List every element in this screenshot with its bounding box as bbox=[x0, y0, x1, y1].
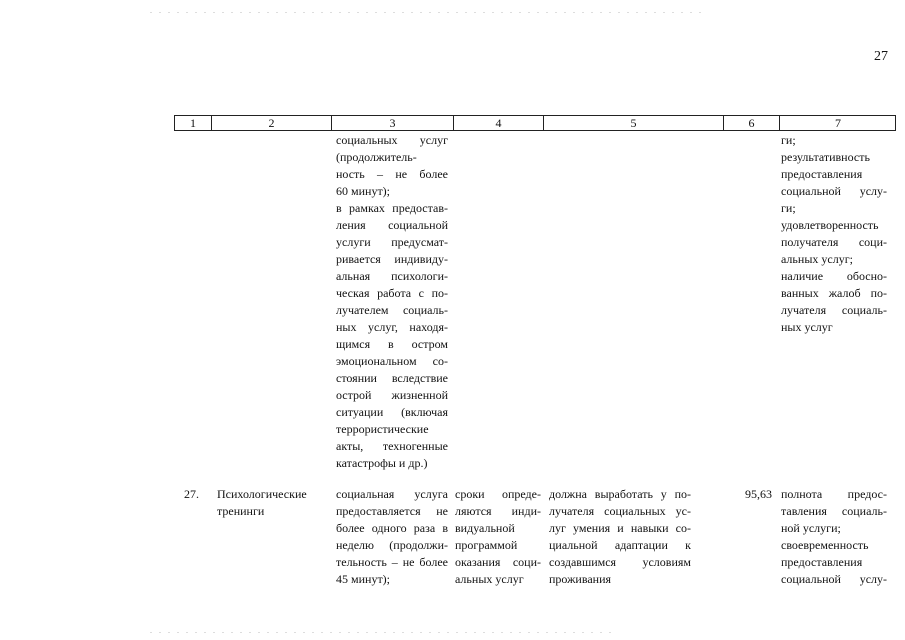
text-line: ческая работа с по- bbox=[336, 286, 448, 300]
header-col-6: 6 bbox=[724, 116, 780, 130]
header-col-3: 3 bbox=[332, 116, 454, 130]
text-line: (продолжитель- bbox=[336, 150, 417, 164]
text-line: ления социальной bbox=[336, 218, 448, 232]
text-line: тренинги bbox=[217, 504, 265, 518]
row-27-col7-cell bbox=[781, 486, 887, 588]
text-line: должна выработать у по- bbox=[549, 487, 691, 501]
page-number: 27 bbox=[874, 49, 888, 64]
text-line: своевременность bbox=[781, 538, 869, 552]
header-col-1: 1 bbox=[175, 116, 212, 130]
scan-noise-top bbox=[150, 12, 705, 13]
row-27-col4-cell bbox=[455, 486, 541, 588]
text-line: 60 минут); bbox=[336, 184, 391, 198]
text-line: предоставления bbox=[781, 555, 863, 569]
continuation-col7-cell bbox=[781, 132, 887, 336]
text-line: проживания bbox=[549, 572, 612, 586]
header-col-2: 2 bbox=[212, 116, 332, 130]
text-line: катастрофы и др.) bbox=[336, 456, 428, 470]
text-line: предоставления bbox=[781, 167, 863, 181]
text-line: полнота предос- bbox=[781, 487, 887, 501]
continuation-col3-cell bbox=[336, 132, 448, 472]
text-line: террористические bbox=[336, 422, 429, 436]
text-line: щимся в остром bbox=[336, 337, 448, 351]
text-line: результативность bbox=[781, 150, 870, 164]
row-27-col5-cell bbox=[549, 486, 691, 588]
text-line: получателя соци- bbox=[781, 235, 887, 249]
text-line: более одного раза в bbox=[336, 521, 448, 535]
text-line: акты, техногенные bbox=[336, 439, 448, 453]
text-line: ляются инди- bbox=[455, 504, 541, 518]
row-27-col6-value: 95,63 bbox=[745, 487, 772, 501]
text-line: лучателя социальных ус- bbox=[549, 504, 691, 518]
text-line: ных услуг, находя- bbox=[336, 320, 448, 334]
text-line: ситуации (включая bbox=[336, 405, 448, 419]
text-line: сроки опреде- bbox=[455, 487, 541, 501]
text-line: создавшимся условиям bbox=[549, 555, 691, 569]
text-line: циальной адаптации к bbox=[549, 538, 691, 552]
text-line: тавления социаль- bbox=[781, 504, 887, 518]
text-line: альных услуг bbox=[455, 572, 524, 586]
text-line: программой bbox=[455, 538, 518, 552]
text-line: ривается индивиду- bbox=[336, 252, 448, 266]
table-header-row bbox=[174, 115, 896, 131]
row-27-number: 27. bbox=[184, 487, 199, 501]
text-line: ность – не более bbox=[336, 167, 448, 181]
text-line: альная психологи- bbox=[336, 269, 448, 283]
text-line: видуальной bbox=[455, 521, 515, 535]
text-line: луг умения и навыки со- bbox=[549, 521, 691, 535]
text-line: социальных услуг bbox=[336, 133, 448, 147]
text-line: услуги предусмат- bbox=[336, 235, 448, 249]
scan-noise-bottom bbox=[150, 632, 615, 633]
header-col-7: 7 bbox=[835, 116, 841, 130]
text-line: предоставляется не bbox=[336, 504, 448, 518]
text-line: ных услуг bbox=[781, 320, 833, 334]
text-line: оказания соци- bbox=[455, 555, 541, 569]
header-col-5: 5 bbox=[544, 116, 724, 130]
text-line: ванных жалоб по- bbox=[781, 286, 887, 300]
text-line: ги; bbox=[781, 201, 796, 215]
text-line: лучателя социаль- bbox=[781, 303, 887, 317]
header-col-4: 4 bbox=[454, 116, 544, 130]
text-line: стоянии вследствие bbox=[336, 371, 448, 385]
text-line: неделю (продолжи- bbox=[336, 538, 448, 552]
text-line: удовлетворенность bbox=[781, 218, 879, 232]
text-line: эмоциональном со- bbox=[336, 354, 448, 368]
text-line: острой жизненной bbox=[336, 388, 448, 402]
text-line: альных услуг; bbox=[781, 252, 853, 266]
row-27-col3-cell bbox=[336, 486, 448, 588]
text-line: социальной услу- bbox=[781, 184, 887, 198]
text-line: тельность – не более bbox=[336, 555, 448, 569]
text-line: социальной услу- bbox=[781, 572, 887, 586]
text-line: 45 минут); bbox=[336, 572, 391, 586]
text-line: наличие обосно- bbox=[781, 269, 887, 283]
text-line: ной услуги; bbox=[781, 521, 841, 535]
text-line: Психологические bbox=[217, 487, 307, 501]
text-line: в рамках предостав- bbox=[336, 201, 448, 215]
text-line: лучателем социаль- bbox=[336, 303, 448, 317]
text-line: ги; bbox=[781, 133, 796, 147]
text-line: социальная услуга bbox=[336, 487, 448, 501]
row-27-service-name bbox=[217, 486, 329, 520]
